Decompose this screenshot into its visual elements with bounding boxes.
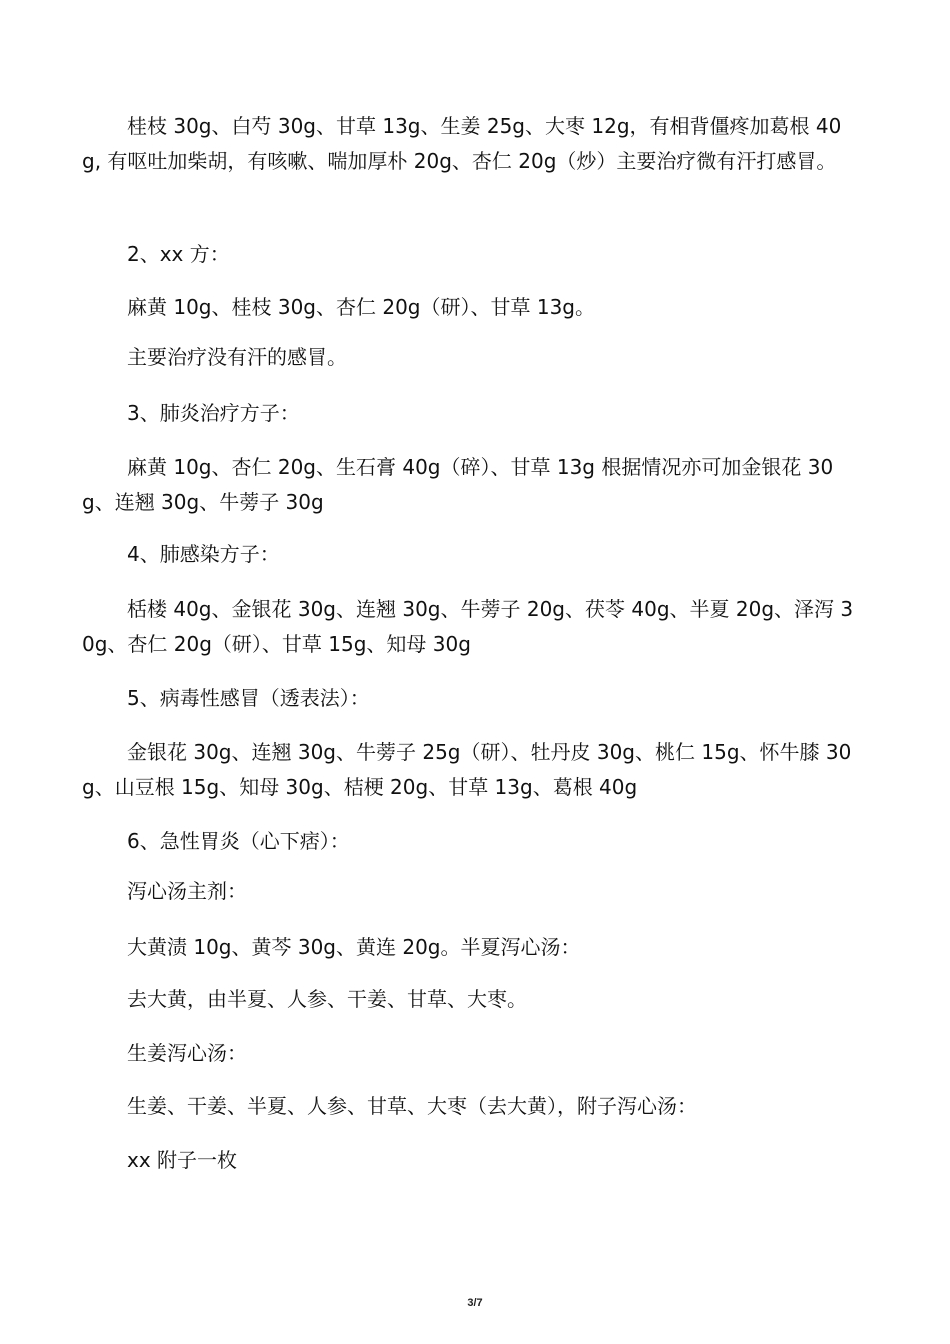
paragraph-shengjiang-xiexin: 生姜泻心汤：: [127, 1041, 247, 1065]
paragraph-lung-infection-herbs: 栝楼 40g、金银花 30g、连翘 30g、牛蒡子 20g、茯苓 40g、半夏 20g、泽泻 30g、杏仁 20g（研）、甘草 15g、知母 30g: [82, 597, 854, 656]
paragraph-banxia-xiexin: 去大黄，由半夏、人参、干姜、甘草、大枣。: [127, 987, 527, 1011]
page-number: 3/7: [467, 1297, 483, 1309]
heading-xx-formula: 2、xx 方：: [127, 242, 230, 266]
paragraph-fuzi-one: xx 附子一枚: [127, 1148, 238, 1172]
heading-acute-gastritis: 6、急性胃炎（心下痞）：: [127, 829, 350, 853]
paragraph-dahuang-herbs: 大黄渍 10g、黄芩 30g、黄连 20g。半夏泻心汤：: [127, 935, 581, 959]
paragraph-no-sweat-cold: 主要治疗没有汗的感冒。: [127, 345, 347, 369]
heading-lung-infection-formula: 4、肺感染方子：: [127, 542, 280, 566]
heading-pneumonia-formula: 3、肺炎治疗方子：: [127, 401, 300, 425]
paragraph-xiexin-main: 泻心汤主剂：: [127, 879, 247, 903]
paragraph-shengjiang-herbs: 生姜、干姜、半夏、人参、甘草、大枣（去大黄），附子泻心汤：: [127, 1094, 697, 1118]
paragraph-guizhi-formula: 桂枝 30g、白芍 30g、甘草 13g、生姜 25g、大枣 12g，有相背僵疼加葛根 40g, 有呕吐加柴胡，有咳嗽、喘加厚朴 20g、杏仁 20g（炒）主要治疗微有汗打感冒。: [82, 114, 842, 173]
paragraph-mahuang-formula: 麻黄 10g、桂枝 30g、杏仁 20g（研）、甘草 13g。: [127, 295, 596, 319]
heading-viral-cold: 5、病毒性感冒（透表法）：: [127, 686, 370, 710]
paragraph-pneumonia-herbs: 麻黄 10g、杏仁 20g、生石膏 40g（碎）、甘草 13g 根据情况亦可加金银花 30g、连翘 30g、牛蒡子 30g: [82, 455, 834, 514]
paragraph-viral-cold-herbs: 金银花 30g、连翘 30g、牛蒡子 25g（研）、牡丹皮 30g、桃仁 15g、怀牛膝 30g、山豆根 15g、知母 30g、桔梗 20g、甘草 13g、葛根 40g: [82, 740, 852, 799]
